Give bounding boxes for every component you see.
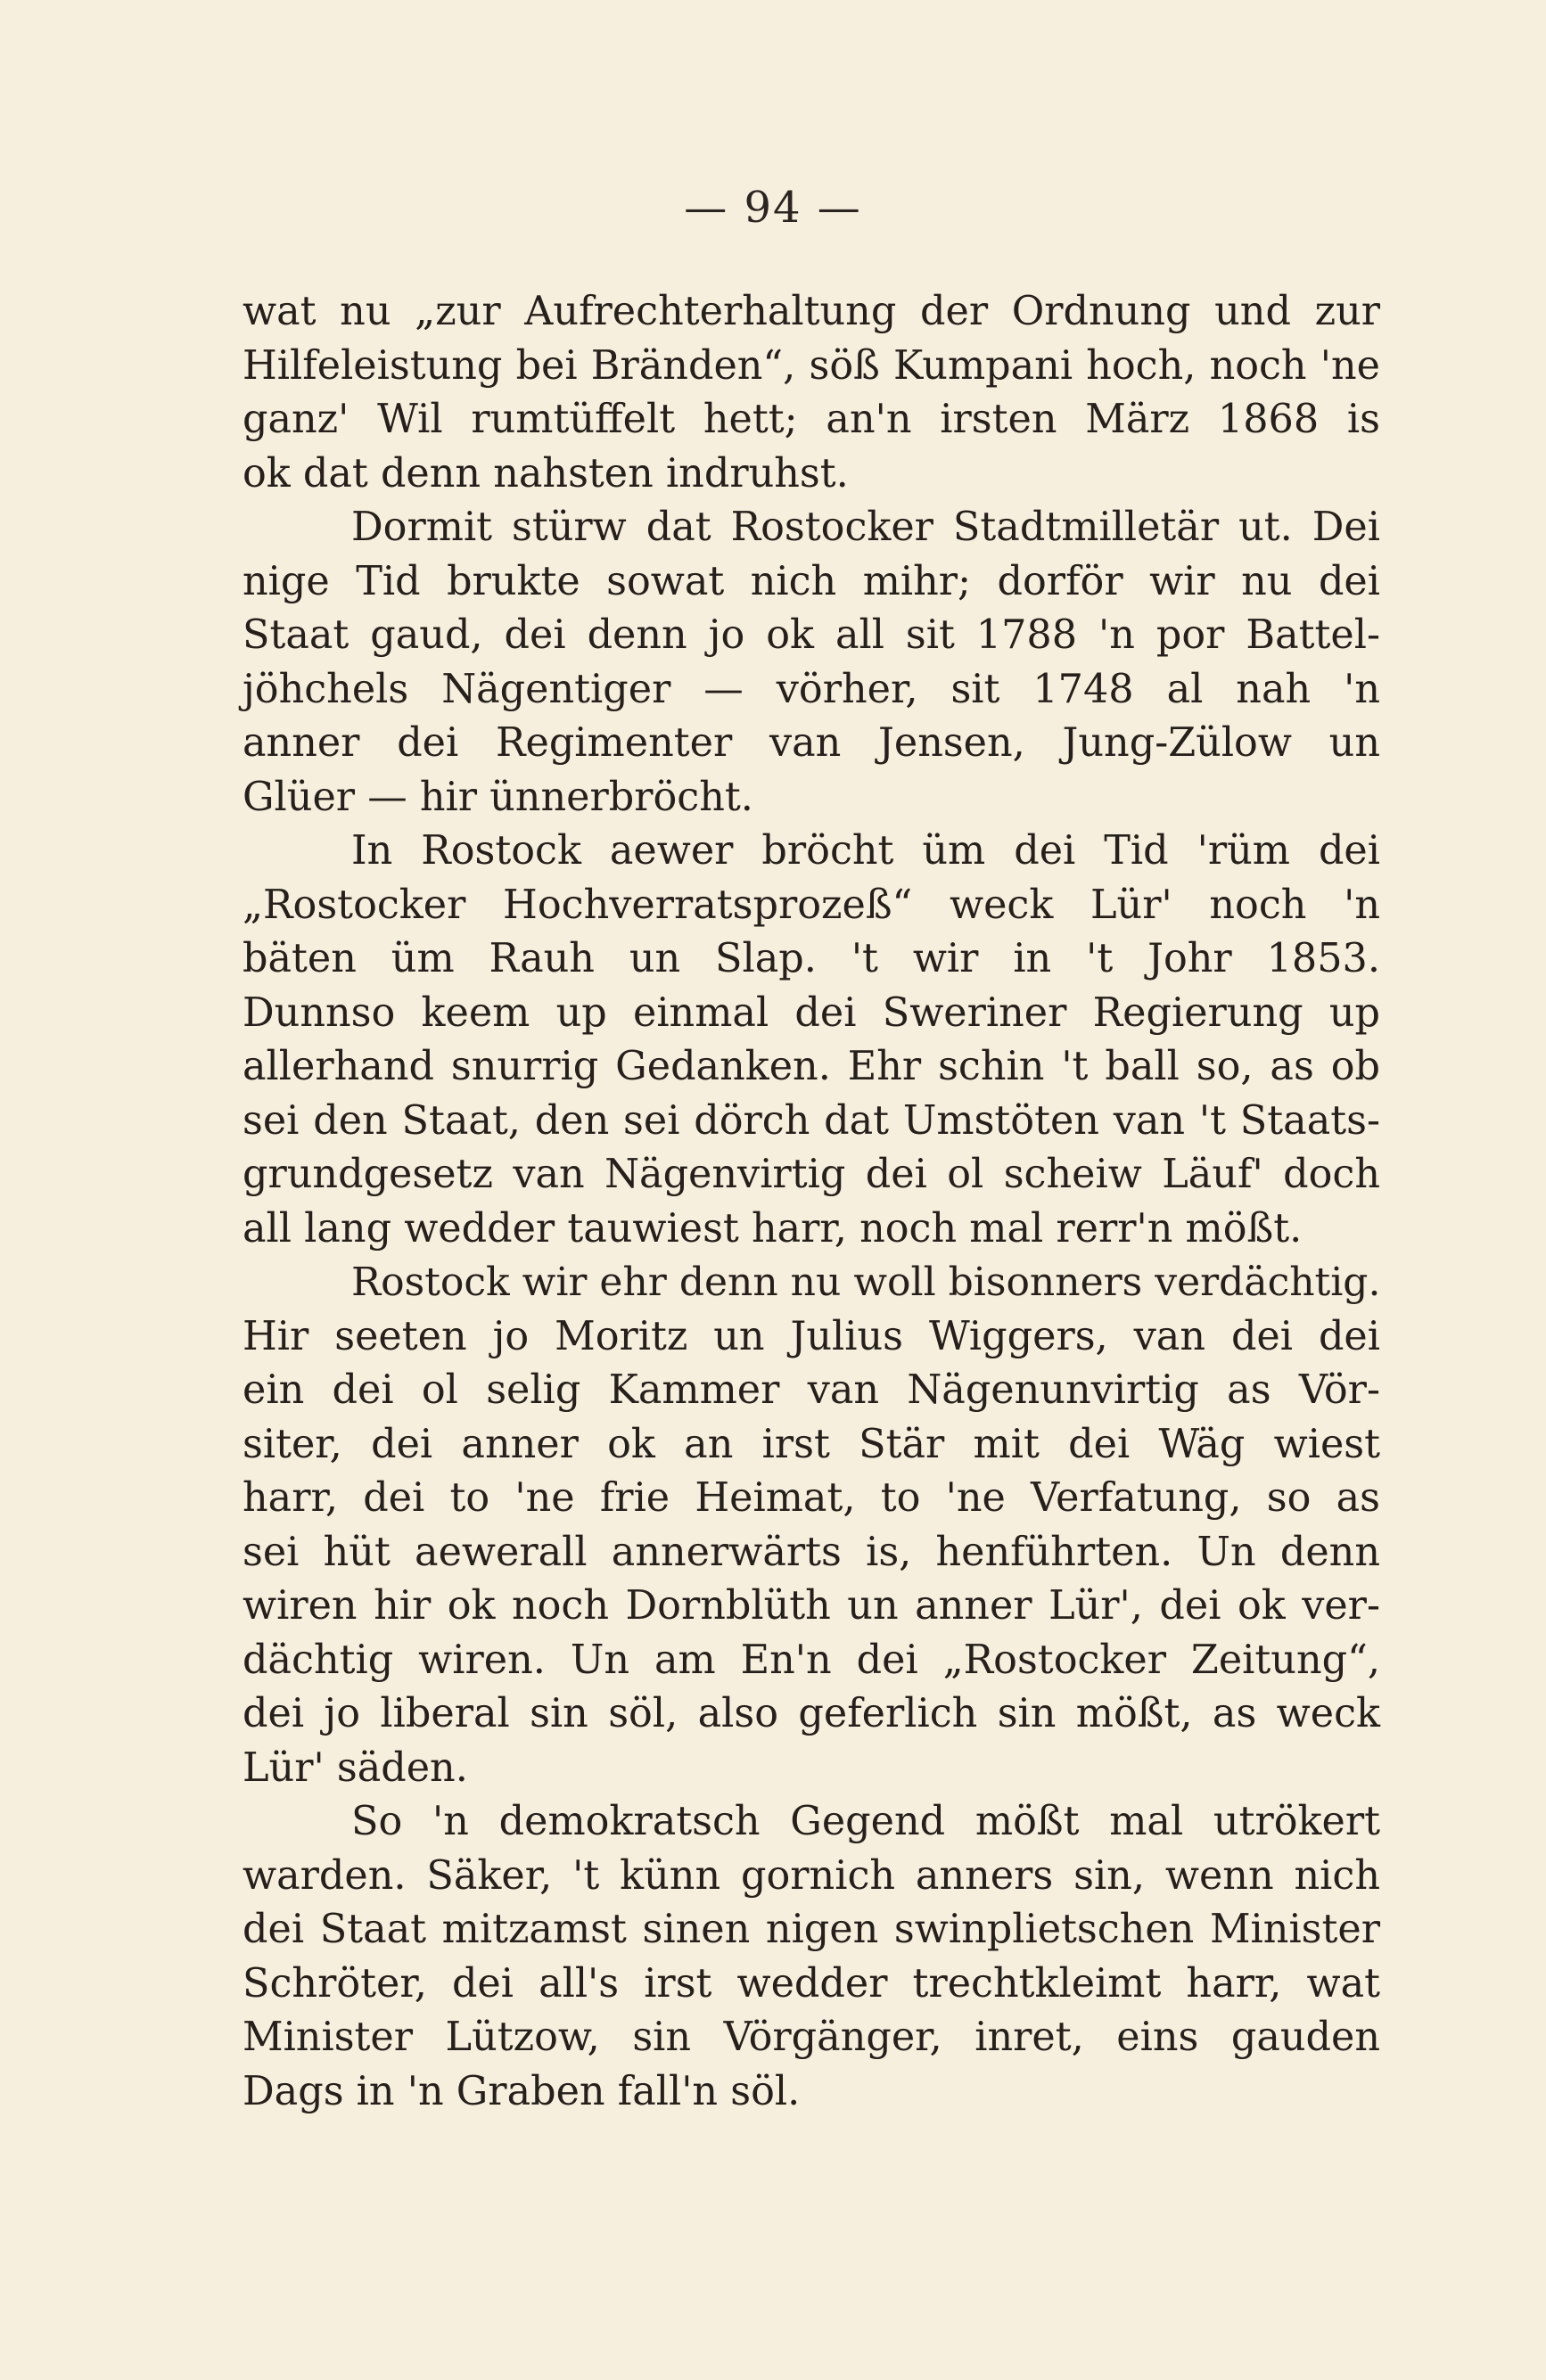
text-line: dei jo liberal sin söl, also geferlich sin mößt, as weck [243,1691,1380,1736]
text-line: wat nu „zur Aufrechterhaltung der Ordnung und zur [243,289,1380,334]
text-line: Hilfeleistung bei Bränden“, söß Kumpani hoch, noch 'ne [243,342,1380,389]
text-line: harr, dei to 'ne frie Heimat, to 'ne Verfatung, so as [243,1475,1380,1521]
text-line: dei Staat mitzamst sinen nigen swinplietschen Minister [243,1907,1380,1952]
text-line: Dags in 'n Graben fall'n söl. [243,2068,801,2114]
page-number: — 94 — [684,183,862,233]
text-line: jöhchels Nägentiger — vörher, sit 1748 al nah 'n [243,666,1380,712]
text-line: Dunnso keem up einmal dei Sweriner Regierung up [243,989,1380,1036]
text-line: siter, dei anner ok an irst Stär mit dei Wäg wiest [243,1421,1380,1467]
text-line: bäten üm Rauh un Slap. 't wir in 't Johr 1853. [243,936,1380,981]
text-line: ganz' Wil rumtüffelt hett; an'n irsten März 1868 is [243,397,1380,442]
text-line: Rostock wir ehr denn nu woll bisonners verdächtig. [351,1260,1381,1305]
text-line: „Rostocker Hochverratsprozeß“ weck Lür' noch 'n [243,882,1380,928]
text-line: all lang wedder tauwiest harr, noch mal rerr'n mößt. [243,1205,1303,1252]
text-line: Minister Lützow, sin Vörgänger, inret, eins gauden [243,2015,1380,2060]
text-line: dächtig wiren. Un am En'n dei „Rostocker Zeitung“, [243,1637,1380,1683]
text-line: allerhand snurrig Gedanken. Ehr schin 't ball so, as ob [243,1044,1380,1089]
text-line: Hir seeten jo Moritz un Julius Wiggers, van dei dei [243,1313,1380,1359]
body-text [243,285,1380,2119]
text-line: wiren hir ok noch Dornblüth un anner Lür', dei ok ver- [243,1583,1380,1629]
text-line: ok dat denn nahsten indruhst. [243,450,849,497]
text-line: sei hüt aewerall annerwärts is, henführten. Un denn [243,1529,1380,1575]
text-line: So 'n demokratsch Gegend mößt mal utrökert [351,1799,1380,1844]
text-line: Schröter, dei all's irst wedder trechtkleimt harr, wat [243,1960,1380,2007]
text-line: ein dei ol selig Kammer van Nägenunvirtig as Vör- [243,1367,1380,1413]
text-line: grundgesetz van Nägenvirtig dei ol scheiw Läuf' doch [243,1152,1380,1197]
text-line: In Rostock aewer bröcht üm dei Tid 'rüm dei [351,828,1380,874]
text-line: Staat gaud, dei denn jo ok all sit 1788 'n por Battel- [243,612,1380,658]
text-line: Glüer — hir ünnerbröcht. [243,774,753,820]
text-line: Lür' säden. [243,1744,468,1791]
text-line: anner dei Regimenter van Jensen, Jung-Zülow un [243,720,1380,766]
text-line: nige Tid brukte sowat nich mihr; dorför wir nu dei [243,558,1380,604]
text-line: sei den Staat, den sei dörch dat Umstöten van 't Staats- [243,1097,1380,1144]
text-line: Dormit stürw dat Rostocker Stadtmilletär ut. Dei [351,505,1380,550]
text-line: warden. Säker, 't künn gornich anners sin, wenn nich [243,1852,1380,1899]
